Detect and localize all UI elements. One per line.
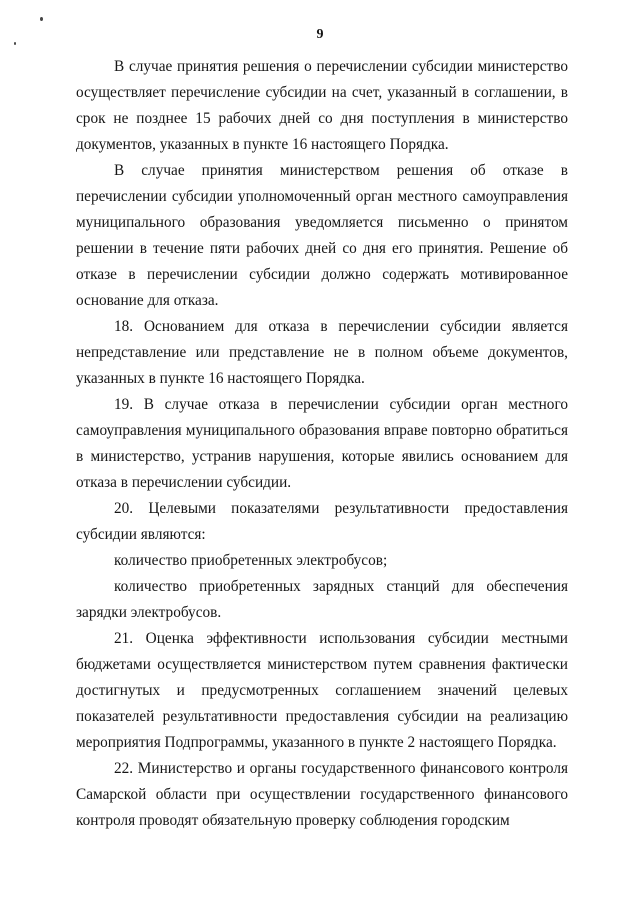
- paragraph: 21. Оценка эффективности использования субсидии местными бюджетами осуществляется министерством путем сравнения фактически достигнутых и предусмотренных соглашением значений целевых показателей результативности предоставления субсидии на реализацию мероприятия Подпрограммы, указанного в пункте 2 настоящего Порядка.: [76, 630, 568, 751]
- paragraph: количество приобретенных зарядных станций для обеспечения зарядки электробусов.: [76, 578, 568, 621]
- paragraph: 22. Министерство и органы государственного финансового контроля Самарской области при осуществлении государственного финансового контроля проводят обязательную проверку соблюдения городским: [76, 760, 568, 829]
- paragraph: 18. Основанием для отказа в перечислении субсидии является непредставление или представление не в полном объеме документов, указанных в пункте 16 настоящего Порядка.: [76, 318, 568, 387]
- paragraph: В случае принятия решения о перечислении субсидии министерство осуществляет перечисление субсидии на счет, указанный в соглашении, в срок не позднее 15 рабочих дней со дня поступления в министерство документов, указанных в пункте 16 настоящего Порядка.: [76, 58, 568, 153]
- paragraph: 20. Целевыми показателями результативности предоставления субсидии являются:: [76, 500, 568, 543]
- paragraph: количество приобретенных электробусов;: [114, 552, 388, 569]
- page-number: 9: [316, 27, 324, 42]
- paragraph: 19. В случае отказа в перечислении субсидии орган местного самоуправления муниципального образования вправе повторно обратиться в министерство, устранив нарушения, которые явились основанием для отказа в перечислении субсидии.: [76, 396, 568, 491]
- document-body: [76, 54, 568, 834]
- scan-mark: [40, 17, 43, 21]
- paragraph: В случае принятия министерством решения об отказе в перечислении субсидии уполномоченный орган местного самоуправления муниципального образования уведомляется письменно о принятом решении в течение пяти рабочих дней со дня его принятия. Решение об отказе в перечислении субсидии должно содержать мотивированное основание для отказа.: [76, 162, 568, 309]
- scan-mark: [14, 42, 16, 45]
